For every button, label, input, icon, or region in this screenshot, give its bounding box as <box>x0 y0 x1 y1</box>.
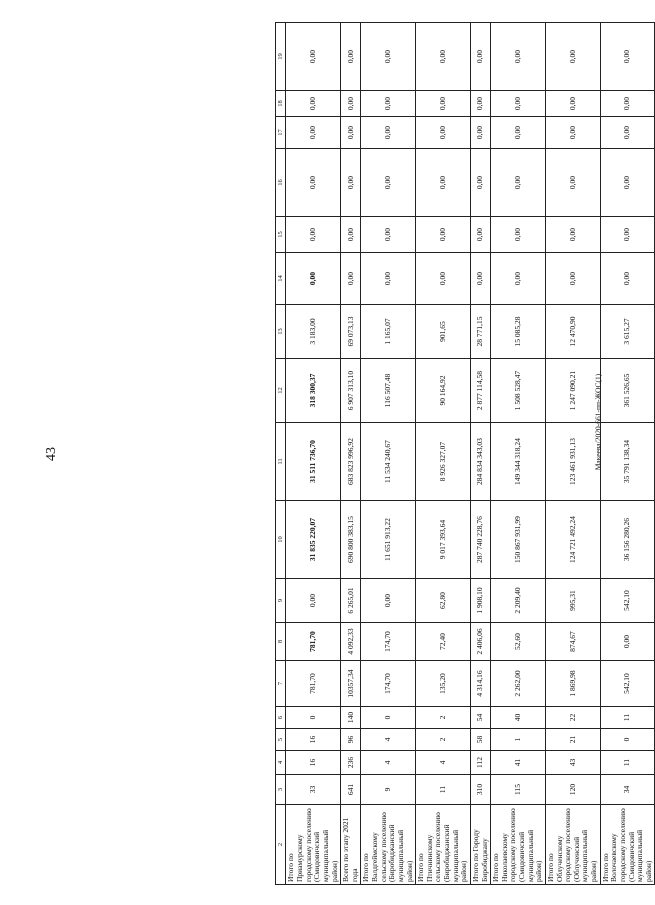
value-cell: 4 314,16 <box>470 661 490 707</box>
value-cell: 149 344 318,24 <box>491 423 546 501</box>
value-cell: 901,65 <box>416 305 471 359</box>
value-cell: 120 <box>545 775 600 805</box>
value-cell: 0,00 <box>361 579 416 623</box>
value-cell: 112 <box>470 751 490 775</box>
value-cell: 16 <box>286 751 341 775</box>
row-label-cell: Итого по Городу Биробиджану <box>470 805 490 885</box>
value-cell: 4 <box>361 729 416 751</box>
value-cell: 34 <box>600 775 655 805</box>
value-cell: 0,00 <box>361 149 416 217</box>
column-header: 2 <box>276 805 286 885</box>
value-cell: 310 <box>470 775 490 805</box>
value-cell: 0,00 <box>470 117 490 149</box>
data-table-container <box>275 23 653 885</box>
value-cell: 0,00 <box>600 623 655 661</box>
value-cell: 69 073,13 <box>341 305 361 359</box>
value-cell: 0,00 <box>491 23 546 91</box>
value-cell: 683 823 996,92 <box>341 423 361 501</box>
value-cell: 31 835 220,07 <box>286 501 341 579</box>
value-cell: 116 507,48 <box>361 359 416 423</box>
value-cell: 4 <box>361 751 416 775</box>
value-cell: 0,00 <box>600 23 655 91</box>
column-header: 5 <box>276 729 286 751</box>
value-cell: 15 085,28 <box>491 305 546 359</box>
value-cell: 3 183,00 <box>286 305 341 359</box>
value-cell: 33 <box>286 775 341 805</box>
value-cell: 36 156 280,26 <box>600 501 655 579</box>
value-cell: 0,00 <box>286 579 341 623</box>
value-cell: 3 615,27 <box>600 305 655 359</box>
value-cell: 12 470,90 <box>545 305 600 359</box>
value-cell: 2 877 114,58 <box>470 359 490 423</box>
value-cell: 542,10 <box>600 661 655 707</box>
value-cell: 0,00 <box>286 23 341 91</box>
table-row <box>491 23 546 885</box>
value-cell: 0,00 <box>600 91 655 117</box>
value-cell: 0,00 <box>341 117 361 149</box>
value-cell: 0 <box>361 707 416 729</box>
value-cell: 2 262,00 <box>491 661 546 707</box>
value-cell: 0,00 <box>361 91 416 117</box>
value-cell: 54 <box>470 707 490 729</box>
column-header: 12 <box>276 359 286 423</box>
value-cell: 0,00 <box>545 23 600 91</box>
value-cell: 0,00 <box>361 117 416 149</box>
row-label-cell: Итого по Волочаевскому городскому поселению (Смидовичский муниципальный район) <box>600 805 655 885</box>
value-cell: 2 <box>416 729 471 751</box>
value-cell: 542,10 <box>600 579 655 623</box>
table-header-row <box>276 23 286 885</box>
row-label-cell: Итого по Птичнинскому сельскому поселению (Биробиджанский муниципальный район) <box>416 805 471 885</box>
value-cell: 0,00 <box>341 149 361 217</box>
value-cell: 1 <box>491 729 546 751</box>
value-cell: 115 <box>491 775 546 805</box>
value-cell: 1 165,07 <box>361 305 416 359</box>
value-cell: 0,00 <box>470 217 490 253</box>
value-cell: 11 <box>600 707 655 729</box>
value-cell: 4 092,33 <box>341 623 361 661</box>
value-cell: 11 <box>600 751 655 775</box>
value-cell: 0,00 <box>341 217 361 253</box>
value-cell: 11 <box>416 775 471 805</box>
value-cell: 0,00 <box>416 253 471 305</box>
value-cell: 0 <box>286 707 341 729</box>
value-cell: 31 511 736,70 <box>286 423 341 501</box>
value-cell: 0,00 <box>286 253 341 305</box>
value-cell: 0,00 <box>545 253 600 305</box>
data-table <box>275 22 655 885</box>
page-number: 43 <box>44 447 59 461</box>
column-header: 6 <box>276 707 286 729</box>
value-cell: 9 017 393,64 <box>416 501 471 579</box>
value-cell: 0,00 <box>341 253 361 305</box>
value-cell: 90 164,92 <box>416 359 471 423</box>
value-cell: 284 834 343,03 <box>470 423 490 501</box>
value-cell: 0,00 <box>600 117 655 149</box>
row-label-cell: Итого по Облученскому городскому поселению (Облученский муниципальный район) <box>545 805 600 885</box>
value-cell: 9 <box>361 775 416 805</box>
value-cell: 62,80 <box>416 579 471 623</box>
value-cell: 0,00 <box>600 149 655 217</box>
value-cell: 0,00 <box>416 149 471 217</box>
value-cell: 135,20 <box>416 661 471 707</box>
value-cell: 0,00 <box>416 217 471 253</box>
column-header: 4 <box>276 751 286 775</box>
value-cell: 22 <box>545 707 600 729</box>
value-cell: 43 <box>545 751 600 775</box>
value-cell: 140 <box>341 707 361 729</box>
column-header: 13 <box>276 305 286 359</box>
value-cell: 8 926 327,07 <box>416 423 471 501</box>
value-cell: 11 651 913,22 <box>361 501 416 579</box>
table-row <box>600 23 655 885</box>
column-header: 3 <box>276 775 286 805</box>
column-header: 10 <box>276 501 286 579</box>
column-header: 16 <box>276 149 286 217</box>
table-row <box>470 23 490 885</box>
column-header: 8 <box>276 623 286 661</box>
row-label-cell: Итого по Приамурскому городскому поселению (Смидовичский муниципальный район) <box>286 805 341 885</box>
value-cell: 2 406,06 <box>470 623 490 661</box>
value-cell: 0,00 <box>491 149 546 217</box>
column-header: 14 <box>276 253 286 305</box>
value-cell: 0,00 <box>286 91 341 117</box>
row-label-cell: Итого по Николаевскому городскому поселению (Смидовичский муниципальный район) <box>491 805 546 885</box>
table-body <box>276 23 655 885</box>
value-cell: 0,00 <box>545 91 600 117</box>
value-cell: 58 <box>470 729 490 751</box>
value-cell: 1 508 528,47 <box>491 359 546 423</box>
column-header: 11 <box>276 423 286 501</box>
value-cell: 96 <box>341 729 361 751</box>
value-cell: 0,00 <box>470 149 490 217</box>
value-cell: 28 771,15 <box>470 305 490 359</box>
row-label-cell: Всего по этапу 2021 года <box>341 805 361 885</box>
row-label-cell: Итого по Валдгеймскому сельскому поселению (Биробиджанский муниципальный район) <box>361 805 416 885</box>
value-cell: 21 <box>545 729 600 751</box>
value-cell: 0,00 <box>341 91 361 117</box>
value-cell: 0,00 <box>491 253 546 305</box>
value-cell: 0,00 <box>286 117 341 149</box>
value-cell: 236 <box>341 751 361 775</box>
value-cell: 0,00 <box>361 253 416 305</box>
value-cell: 287 740 228,76 <box>470 501 490 579</box>
value-cell: 0,00 <box>600 217 655 253</box>
table-row <box>545 23 600 885</box>
value-cell: 690 800 383,15 <box>341 501 361 579</box>
value-cell: 0,00 <box>470 253 490 305</box>
value-cell: 124 721 492,24 <box>545 501 600 579</box>
value-cell: 2 <box>416 707 471 729</box>
value-cell: 2 209,40 <box>491 579 546 623</box>
value-cell: 0,00 <box>416 117 471 149</box>
value-cell: 0,00 <box>545 117 600 149</box>
value-cell: 174,70 <box>361 661 416 707</box>
value-cell: 1 908,10 <box>470 579 490 623</box>
value-cell: 0,00 <box>416 91 471 117</box>
value-cell: 995,31 <box>545 579 600 623</box>
value-cell: 4 <box>416 751 471 775</box>
value-cell: 0,00 <box>491 91 546 117</box>
table-row <box>341 23 361 885</box>
table-row <box>361 23 416 885</box>
value-cell: 0,00 <box>416 23 471 91</box>
column-header: 19 <box>276 23 286 91</box>
value-cell: 641 <box>341 775 361 805</box>
value-cell: 318 300,37 <box>286 359 341 423</box>
value-cell: 1 247 090,21 <box>545 359 600 423</box>
value-cell: 0,00 <box>470 23 490 91</box>
document-footer: Макеева/2020-661-пп-ЖОС(1) <box>593 373 603 471</box>
column-header: 7 <box>276 661 286 707</box>
value-cell: 150 867 931,99 <box>491 501 546 579</box>
column-header: 15 <box>276 217 286 253</box>
value-cell: 781,70 <box>286 623 341 661</box>
value-cell: 0,00 <box>545 149 600 217</box>
value-cell: 0,00 <box>545 217 600 253</box>
value-cell: 0,00 <box>361 23 416 91</box>
value-cell: 0,00 <box>491 117 546 149</box>
table-row <box>286 23 341 885</box>
value-cell: 0,00 <box>361 217 416 253</box>
value-cell: 0,00 <box>341 23 361 91</box>
value-cell: 361 526,65 <box>600 359 655 423</box>
value-cell: 35 791 138,34 <box>600 423 655 501</box>
column-header: 18 <box>276 91 286 117</box>
value-cell: 174,70 <box>361 623 416 661</box>
value-cell: 16 <box>286 729 341 751</box>
value-cell: 0,00 <box>491 217 546 253</box>
value-cell: 874,67 <box>545 623 600 661</box>
value-cell: 41 <box>491 751 546 775</box>
value-cell: 0,00 <box>600 253 655 305</box>
column-header: 9 <box>276 579 286 623</box>
value-cell: 6 907 313,10 <box>341 359 361 423</box>
value-cell: 123 461 931,13 <box>545 423 600 501</box>
value-cell: 10357,34 <box>341 661 361 707</box>
value-cell: 52,60 <box>491 623 546 661</box>
value-cell: 72,40 <box>416 623 471 661</box>
value-cell: 0,00 <box>286 149 341 217</box>
value-cell: 1 869,98 <box>545 661 600 707</box>
table-row <box>416 23 471 885</box>
value-cell: 6 265,01 <box>341 579 361 623</box>
value-cell: 0,00 <box>470 91 490 117</box>
value-cell: 11 534 240,67 <box>361 423 416 501</box>
value-cell: 781,70 <box>286 661 341 707</box>
value-cell: 40 <box>491 707 546 729</box>
value-cell: 0,00 <box>286 217 341 253</box>
value-cell: 0 <box>600 729 655 751</box>
column-header: 17 <box>276 117 286 149</box>
